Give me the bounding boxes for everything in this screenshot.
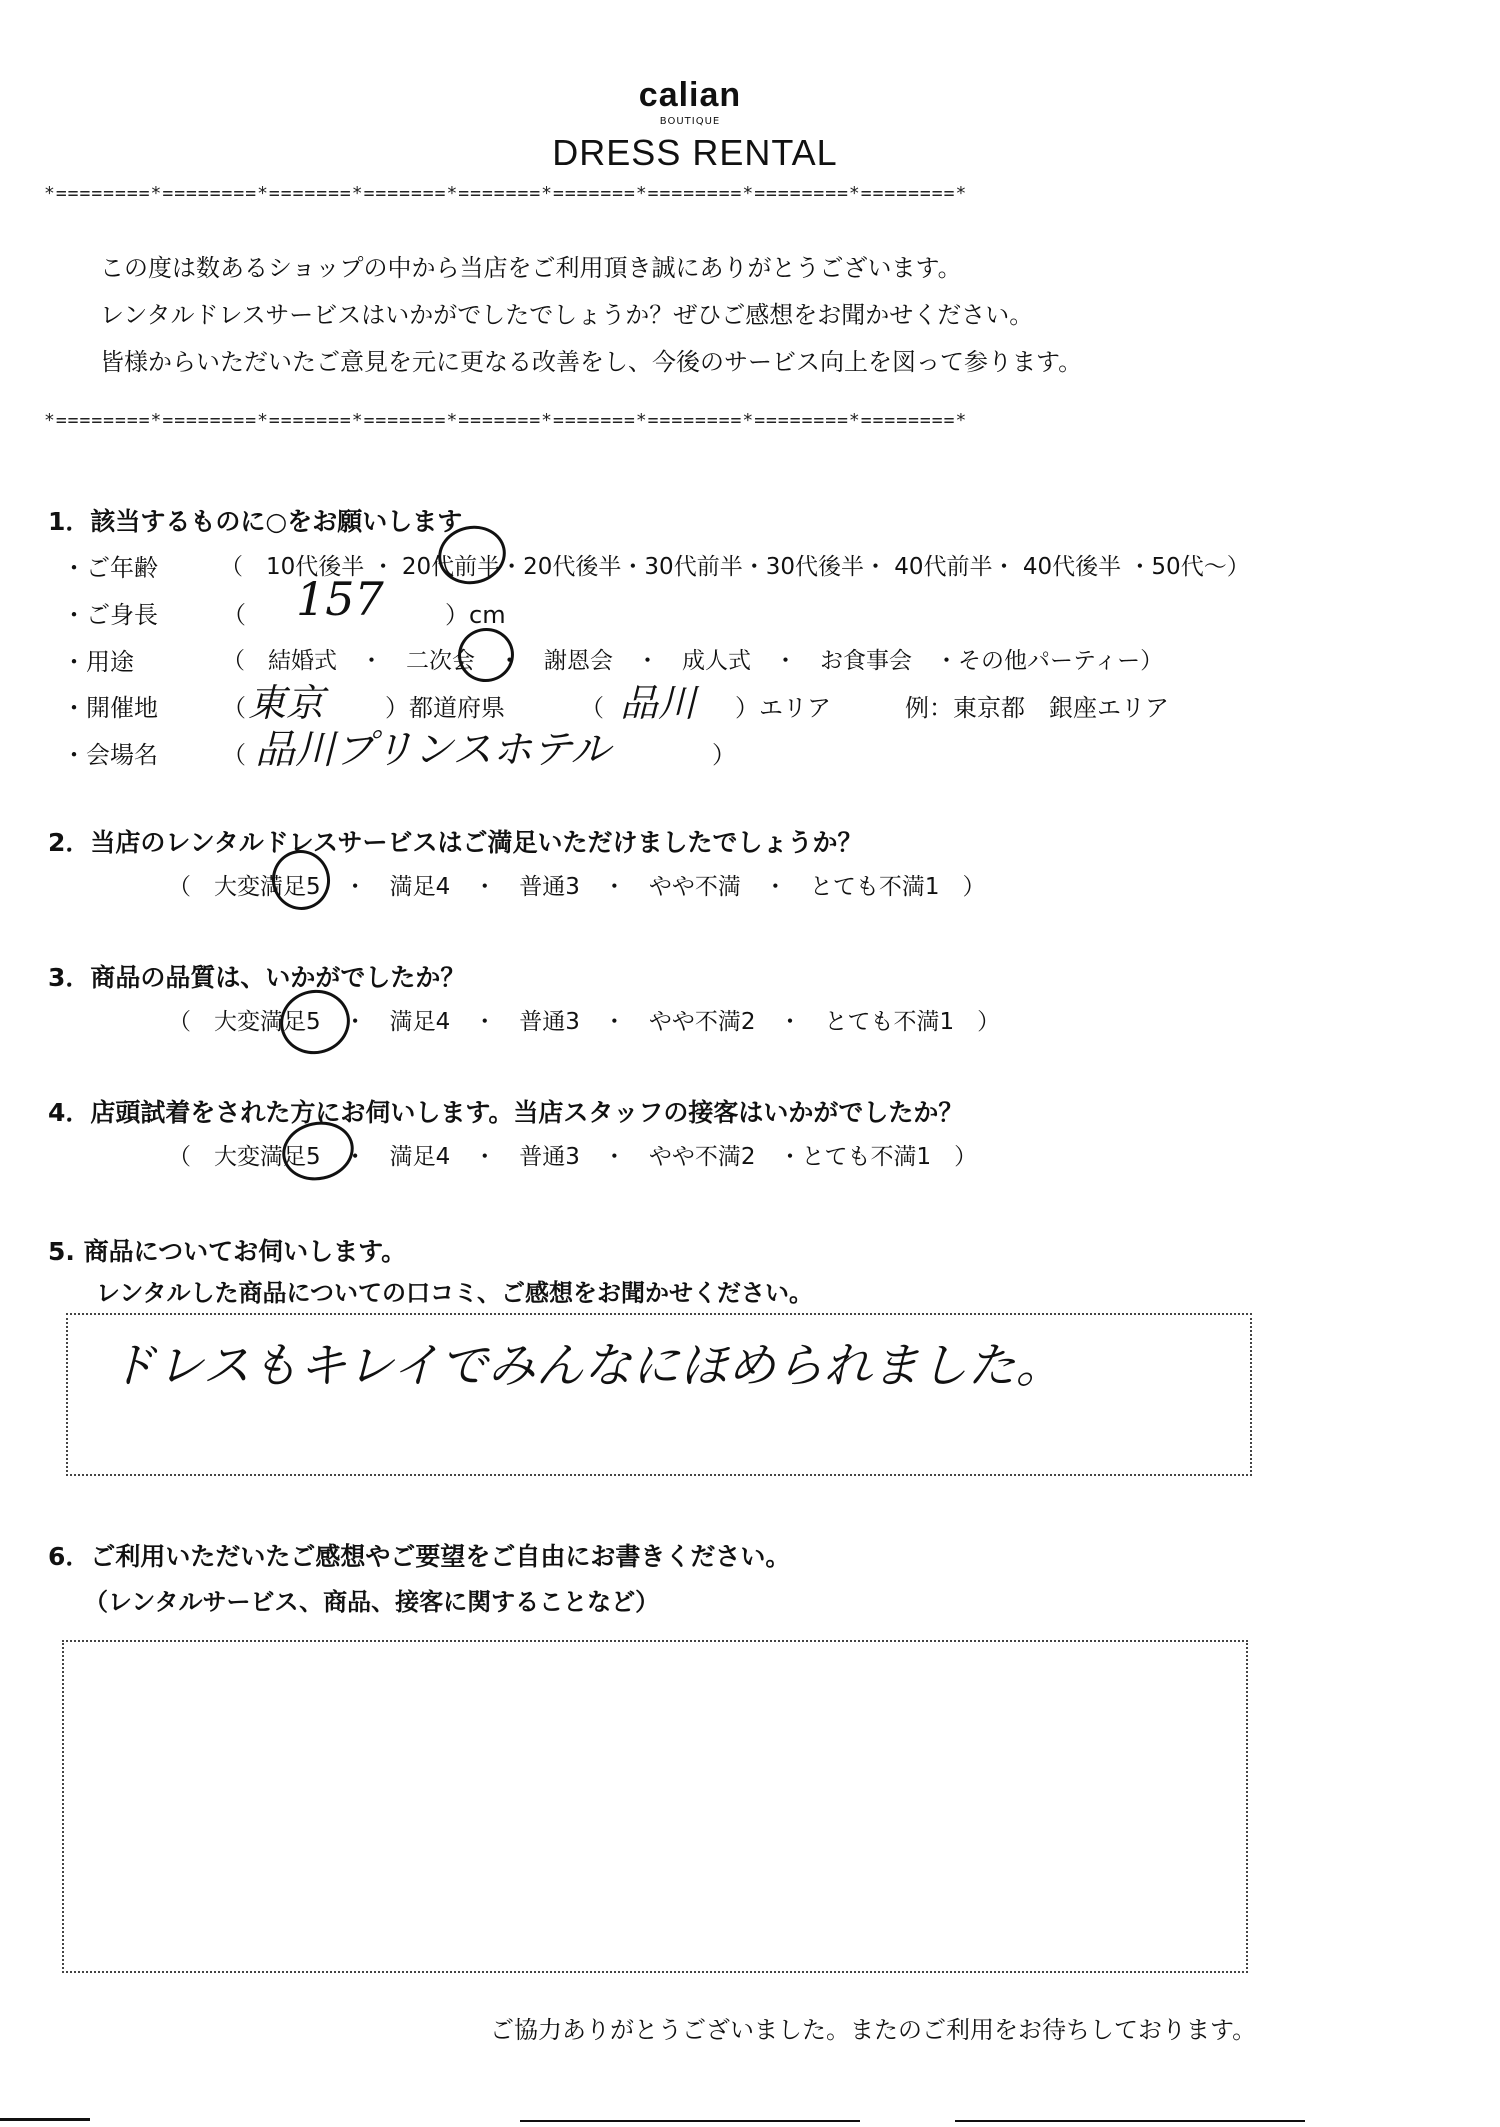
venue-value[interactable]: 品川プリンスホテル (255, 727, 611, 773)
purpose-selected-circle (453, 623, 519, 687)
area-suffix: ）エリア (735, 694, 831, 722)
q3-selected-circle (274, 983, 356, 1060)
q3-title: 3．商品の品質は、いかがでしたか？ (48, 963, 466, 992)
q6-title: 6．ご利用いただいたご感想やご要望をご自由にお書きください。 (48, 1542, 791, 1571)
footer-thanks: ご協力ありがとうございました。またのご利用をお待ちしております。 (490, 2016, 1257, 2044)
q5-answer-box[interactable] (66, 1313, 1252, 1476)
page-title: DRESS RENTAL (552, 132, 838, 173)
prefecture-suffix: ）都道府県 (385, 694, 505, 722)
divider-top: *========*========*=======*=======*=======*=======*========*========*========* (44, 183, 968, 204)
brand-logo: calian (638, 76, 742, 114)
q6-answer-box[interactable] (62, 1640, 1248, 1973)
q1-title: 1．該当するものに○をお願いします (48, 507, 463, 536)
q2-title: 2．当店のレンタルドレスサービスはご満足いただけましたでしょうか？ (48, 828, 863, 857)
location-example: 例：東京都 銀座エリア (905, 694, 1169, 722)
q4-options[interactable]: （ 大変満足5 ・ 満足4 ・ 普通3 ・ やや不満2 ・とても不満1 ） (168, 1144, 978, 1170)
q5-title: 5. 商品についてお伺いします。 (48, 1237, 407, 1266)
intro-line-1: この度は数あるショップの中から当店をご利用頂き誠にありがとうございます。 (100, 254, 962, 282)
scan-mark-right (955, 2120, 1305, 2122)
age-options[interactable]: （ 10代後半 ・ 20代前半・20代後半・30代前半・30代後半・ 40代前半・ 40代後半 ・50代～） (220, 554, 1250, 580)
venue-label: ・会場名 (62, 741, 158, 769)
q6-subtitle: （レンタルサービス、商品、接客に関することなど） (84, 1588, 660, 1616)
q5-subtitle: レンタルした商品についての口コミ、ご感想をお聞かせください。 (96, 1279, 813, 1307)
venue-close-paren: ） (712, 741, 736, 769)
height-unit: ）cm (445, 601, 506, 629)
scan-mark-center (520, 2120, 860, 2122)
q3-options[interactable]: （ 大変満足5 ・ 満足4 ・ 普通3 ・ やや不満2 ・ とても不満1 ） (168, 1009, 1001, 1035)
scan-mark-left (0, 2118, 90, 2121)
intro-line-2: レンタルドレスサービスはいかがでしたでしょうか？ぜひご感想をお聞かせください。 (100, 301, 1034, 329)
q5-answer-text: ドレスもキレイでみんなにほめられました。 (108, 1338, 1064, 1394)
purpose-options[interactable]: （ 結婚式 ・ 二次会 ・ 謝恩会 ・ 成人式 ・ お食事会 ・その他パーティー） (222, 648, 1164, 674)
venue-open-paren: （ (222, 741, 246, 769)
height-value[interactable]: 157 (296, 572, 384, 626)
area-open-paren: （ (580, 694, 604, 722)
intro-line-3: 皆様からいただいたご意見を元に更なる改善をし、今後のサービス向上を図って参ります。 (100, 348, 1083, 376)
location-label: ・開催地 (62, 694, 158, 722)
height-open-paren: （ (222, 601, 246, 629)
brand-sub: BOUTIQUE (659, 116, 721, 127)
divider-bottom: *========*========*=======*=======*=======*=======*========*========*========* (44, 410, 968, 431)
location-open-paren: （ (222, 694, 246, 722)
area-value[interactable]: 品川 (620, 681, 697, 725)
q2-options[interactable]: （ 大変満足5 ・ 満足4 ・ 普通3 ・ やや不満 ・ とても不満1 ） (168, 874, 986, 900)
age-label: ・ご年齢 (62, 554, 158, 582)
q4-title: 4．店頭試着をされた方にお伺いします。当店スタッフの接客はいかがでしたか？ (48, 1098, 964, 1127)
prefecture-value[interactable]: 東京 (248, 681, 325, 725)
purpose-label: ・用途 (62, 648, 134, 676)
height-label: ・ご身長 (62, 601, 158, 629)
